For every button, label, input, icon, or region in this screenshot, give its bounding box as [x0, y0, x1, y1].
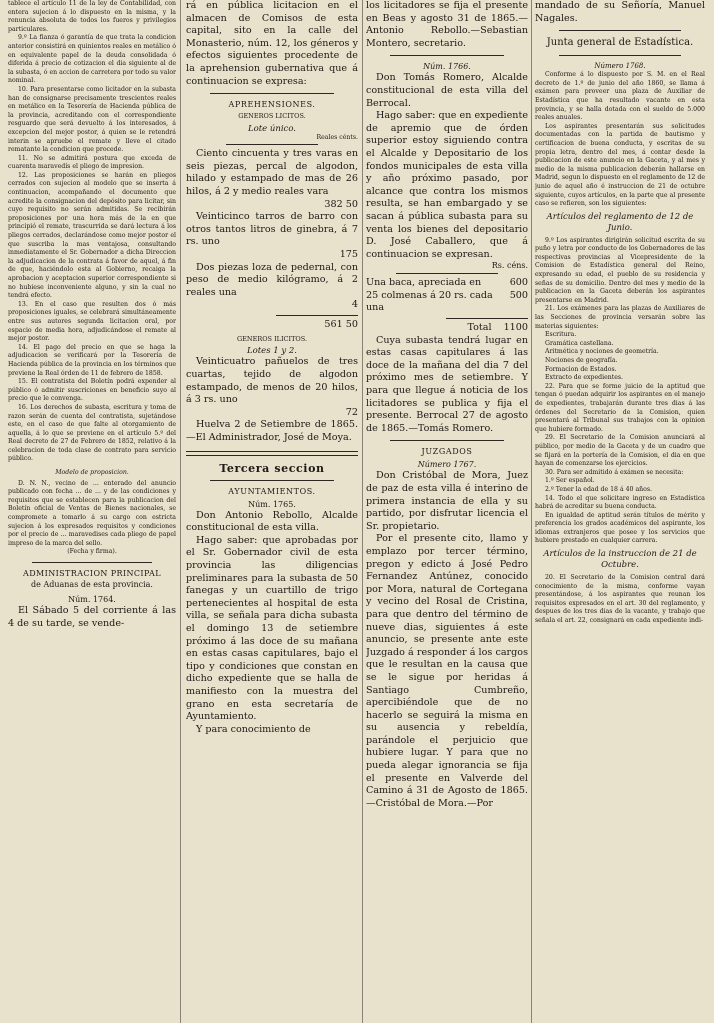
separator — [396, 273, 498, 274]
separator — [390, 440, 504, 441]
item-text: Veinticinco tarros de barro con otros tantos litros de ginebra, á 7 rs. uno — [186, 211, 358, 248]
separator — [559, 30, 681, 31]
item-amount: 175 — [339, 248, 358, 260]
separator — [226, 144, 318, 145]
list-item: Formacion de Estados. — [545, 365, 617, 373]
lot-heading: Lote único. — [247, 124, 296, 135]
item-text: Dos piezas loza de pedernal, con peso de medio kilógramo, á 2 reales una — [186, 261, 358, 298]
paragraph: Por el presente cito, llamo y emplazo por tercer término, pregon y edicto á José Pedro Fernandez Antúnez, conocido por Mora, natural de Cortegana y vecino del Rosal de Cristina, para que dentro del término de nueve dias, siguientes á este anuncio, se presente ante este Juzgado á responder á los cargos que le resultan en la causa que se le sigue por heridas á Santiago Cumbreño, apercibiéndole que de no hacerlo se seguirá la misma en su ausencia y rebeldía, parándole el perjuicio que hubiere lugar. Y para que no pueda alegar ignorancia se fija el presente en Valverde del Camino á 31 de Agosto de 1865.—Cristóbal de Mora.—Por — [366, 533, 528, 809]
paragraph: 9.º Los aspirantes dirigirán solicitud escrita de su puño y letra por conducto de los Gobernadores de las respectivas provincias al Vicepresidente de la Comision de Estadística general del Reino, expresando su edad, el pueblo de su residencia y señas de su domicilio. Dentro del mes y medio de la publicacion en la Gaceta deberán los aspirantes presentarse en Madrid. — [535, 236, 705, 304]
list-item: 1.º Ser español. — [545, 477, 595, 485]
column-1 — [8, 0, 176, 1023]
item-amount: 382 50 — [324, 198, 358, 210]
total-amount: 561 50 — [324, 318, 358, 330]
section-subheading: de Aduanas de esta provincia. — [31, 580, 153, 589]
section-heading: APREHENSIONES. — [228, 100, 316, 110]
paragraph: 14. Todo el que solicitare ingreso en Estadística habrá de acreditar su buena conducta. — [535, 494, 705, 511]
separator — [390, 55, 504, 56]
paragraph: 11. No se admitirá postura que exceda de cuarenta maravedís el pliego de impresion. — [8, 154, 176, 171]
total-row: Total 1100 — [467, 322, 528, 334]
paragraph: Cuya subasta tendrá lugar en estas casas capitulares á las doce de la mañana del dia 7 del próximo mes de setiembre. Y para que llegue á noticia de los licitadores se publica y fija el presente. Berrocal 27 de agosto de 1865.—Tomás Romero. — [366, 334, 528, 434]
signature: (Fecha y firma). — [67, 548, 117, 556]
section-heading: AYUNTAMIENTOS. — [228, 486, 316, 496]
double-rule — [186, 451, 358, 456]
column-3 — [366, 0, 528, 1023]
column-header: Reales cénts. — [316, 134, 358, 142]
subheading: Artículos del reglamento de 12 de Junio. — [546, 211, 694, 233]
list-item: Aritmética y nociones de geometría. — [545, 348, 659, 356]
paragraph: 10. Para presentarse como licitador en la subasta han de consignarse precisamente trescientos reales en metálico en la Tesorería de Hacienda pública de la provincia, acreditando con el correspondiente resguardo que será devuelto á los interesados, á excepcion del mejor postor, á quien se le retendrá interin se apruebe el remate y lleve el citado rematante la condicion que procede. — [8, 85, 176, 154]
item-text: Ciento cincuenta y tres varas en seis piezas, percal de algodon, hilado y estampado de mas de 26 hilos, á 2 y medio reales vara — [186, 148, 358, 197]
section-title: Tercera seccion — [219, 461, 325, 475]
column-rule — [180, 0, 181, 1023]
column-rule — [362, 0, 363, 1023]
table-row: 25 colmenas á 20 rs. cada una 500 — [366, 289, 528, 314]
notice-number: Número 1768. — [594, 62, 646, 71]
list-item: Gramática castellana. — [545, 339, 614, 347]
paragraph: En igualdad de aptitud serán títulos de mérito y preferencia los grados académicos del aspirante, los idiomas extranjeros que posee y los servicios que hubiere prestado en cualquier carrera. — [535, 511, 705, 545]
paragraph: 30. Para ser admitido á exámen se necesita: — [545, 468, 684, 476]
paragraph: 14. El pago del precio en que se haga la adjudicacion se verificará por la Tesorería de Hacienda pública de la provincia en los términos que previene la Real órden de 11 de febrero de 1858. — [8, 343, 176, 377]
paragraph: D. N. N., vecino de ... enterado del anuncio publicado con fecha ... de ... y de las condiciones y requisitos que se establecen para la publicacion del Boletín oficial de Ventas de Bienes nacionales, se compromete a tomarlo á su cargo con estricta sujecion á los expresados requisitos y condiciones por el precio de ... maravedises cada pliego de papel impreso de la marca del sello. — [8, 479, 176, 547]
paragraph: Hago saber: que en expediente de apremio que de órden superior estoy siguiendo contra el Alcalde y Depositario de los fondos municipales de esta villa y año próximo pasado, por alcance que contra los mismos resulta, se han embargado y se sacan á pública subasta para su venta los bienes del depositario D. José Caballero, que á continuacion se expresan. — [366, 110, 528, 260]
column-rule — [531, 0, 532, 1023]
paragraph: Los aspirantes presentarán sus solicitudes documentadas con la partida de bautismo y certificacion de buena conducta, y escritas de su propia letra, dentro del mes, á contar desde la publicacion de este anuncio en la Gaceta, y al mes y medio de la misma publicacion deberán hallarse en Madrid, segun lo dispuesto en el reglamento de 12 de junio de aquel año é instruccion de 21 de octubre siguiente, cuyos artículos, en la parte que al presente caso se refieren, son los siguientes: — [535, 122, 705, 208]
separator — [32, 562, 152, 563]
column-2 — [186, 0, 358, 1023]
section-heading: ADMINISTRACION PRINCIPAL — [23, 569, 161, 578]
column-4 — [535, 0, 705, 1023]
list-item: 2.º Tener la edad de 18 á 40 años. — [545, 485, 652, 493]
separator — [559, 55, 681, 56]
section-heading: Junta general de Estadística. — [546, 37, 694, 49]
table-row: Una baca, apreciada en 600 — [366, 277, 528, 289]
notice-number: Núm. 1764. — [68, 595, 116, 604]
paragraph: Don Cristóbal de Mora, Juez de paz de esta villa é interino de primera instancia de ella y su partido, por disfrutar licencia el Sr. propietario. — [366, 470, 528, 532]
paragraph: mandado de su Señoría, Manuel Nagales. — [535, 0, 705, 24]
item-text: Veinticuatro pañuelos de tres cuartas, tejido de algodon estampado, de menos de 20 hilos, á 3 rs. uno — [186, 356, 358, 406]
item-amount: 4 — [351, 299, 358, 311]
notice-number: Número 1767. — [417, 460, 477, 470]
paragraph: Conforme á lo dispuesto por S. M. en el Real decreto de 1.º de junio del año 1860, se llama á exámen para proveer una plaza de Auxiliar de Estadística que ha resultado vacante en esta provincia, y se halla dotada con el sueldo de 5.000 reales anuales. — [535, 71, 705, 122]
paragraph: Don Antonio Rebollo, Alcalde constitucional de esta villa. — [186, 509, 358, 534]
column-header: Rs. céns. — [491, 261, 528, 271]
paragraph: 9.º La fianza ó garantía de que trata la condicion anterior consistirá en quinientos reales en metálico ó en equivalente papel de la deuda consolidada ó diferida á precio de cotizacion el dia siguiente al de la subasta, ó en accion de carretera por todo su valor nominal. — [8, 34, 176, 85]
paragraph: Don Tomás Romero, Alcalde constitucional de esta villa del Berrocal. — [366, 72, 528, 109]
separator — [446, 318, 528, 319]
paragraph: 22. Para que se forme juicio de la aptitud que tengan ó puedan adquirir los aspirantes en el manejo de expedientes, trabajarán durante tres dias á las órdenes del Secretario de la Comision, quien presentará al Tribunal sus trabajos con la opinion que hubiere formado. — [535, 382, 705, 433]
paragraph: 21. Los exámenes para las plazas de Auxiliares de las Secciones de provincia versarán sobre las materias siguientes: — [535, 305, 705, 330]
paragraph: tablece el artículo 11 de la ley de Contabilidad, con entera sujecion á lo dispuesto en la misma, y la renuncia absoluta de todos los fueros y privilegios particulares. — [8, 0, 176, 33]
list-item: Extracto de expedientes. — [545, 374, 624, 382]
subheading: Artículos de la instruccion de 21 de Octubre. — [543, 549, 697, 571]
paragraph: 12. Las proposiciones se harán en pliegos cerrados con sujecion al modelo que se inserta á continuacion, acompañando el documento que acredite la consignacion del depósito para licitar, sin cuyo requisito no serán admitidas. Se recibirán proposiciones por una hora más de la en que principió el remate, trascurrida se dará lectura á los pliegos cerrados, declarándose como mejor postor el que suscriba la mas ventajosa, consultando inmediatamente el Sr. Gobernador a dicha Direccion la adjudicacion de la contrata á favor de aquel, á fin de que, haciéndolo esta al Gobierno, recaiga la aprobacion y aceptacion superior correspondiente si no hubiese inconveniente alguno, y sin la cual no tendrá efecto. — [8, 171, 176, 300]
section-heading: Modelo de proposicion. — [55, 469, 129, 477]
paragraph: 16. Los derechos de subasta, escritura y toma de razon serán de cuenta del contratista, sujetándose este, en el caso de que falte al otorgamiento de aquella, á lo que se previene en el artículo 5.º del Real decreto de 27 de Febrero de 1852, relativo á la celebracion de toda clase de contrato para servicio público. — [8, 403, 176, 463]
paragraph: 20. El Secretario de la Comision central dará conocimiento de la misma, conforme vayan presentándose, á los aspirantes que reunan los requisitos expresados en el art. 30 del reglamento, y despues de los tres dias de la vacante, y trabajo que señala el art. 22, consignará en cada expediente indi- — [535, 574, 705, 625]
paragraph: Y para conocimiento de — [196, 723, 311, 735]
separator — [210, 480, 334, 481]
lot-heading: Lotes 1 y 2. — [247, 346, 297, 357]
list-item: Escritura. — [545, 331, 577, 339]
paragraph: 15. El contratista del Boletín podrá expender al público ó admitir suscriciones en beneficio suyo al precio que le convenga. — [8, 378, 176, 403]
separator — [276, 315, 358, 316]
separator — [210, 93, 334, 94]
item-amount: 72 — [345, 406, 358, 418]
signature: Huelva 2 de Setiembre de 1865.—El Administrador, José de Moya. — [186, 419, 358, 444]
paragraph: rá en pública licitacion en el almacen de Comisos de esta capital, sito en la calle del Monasterio, núm. 12, los géneros y efectos siguientes procedente de la aprehension gubernativa que á continuacion se expresa: — [186, 0, 358, 87]
paragraph: El Sábado 5 del corriente á las 4 de su tarde, se vende- — [8, 605, 176, 629]
paragraph: 29. El Secretario de la Comision anunciará al público, por medio de la Gaceta y de un cuadro que se fijará en la portería de la Comision, el dia en que hayan de comenzarse los ejercicios. — [535, 434, 705, 468]
notice-number: Núm. 1765. — [248, 499, 296, 509]
paragraph: Hago saber: que aprobadas por el Sr. Gobernador civil de esta provincia las diligencias preliminares para la subasta de 50 fanegas y un cuartillo de trigo pertenecientes al hospital de esta villa, se señala para dicha subasta el domingo 13 de setiembre próximo á las doce de su mañana en estas casas capitulares, bajo el tipo y condiciones que constan en dicho expediente que se halla de manifiesto con la muestra del grano en esta secretaría de Ayuntamiento. — [186, 534, 358, 723]
paragraph: los licitadores se fija el presente en Beas y agosto 31 de 1865.—Antonio Rebollo.—Sebastian Montero, secretario. — [366, 0, 528, 49]
subheading: GENEROS ILICITOS. — [236, 335, 308, 344]
list-item: Nociones de geografía. — [545, 357, 618, 364]
notice-number: Núm. 1766. — [423, 62, 471, 72]
subheading: GENEROS LICITOS. — [238, 112, 306, 121]
paragraph: 13. En el caso que resulten dos ó más proposiciones iguales, se celebrará simultáneamente entre sus autores segunda licitacion oral, por espacio de media hora, adjudicándose el remate al mejor postor. — [8, 300, 176, 343]
section-heading: JUZGADOS — [421, 447, 473, 457]
